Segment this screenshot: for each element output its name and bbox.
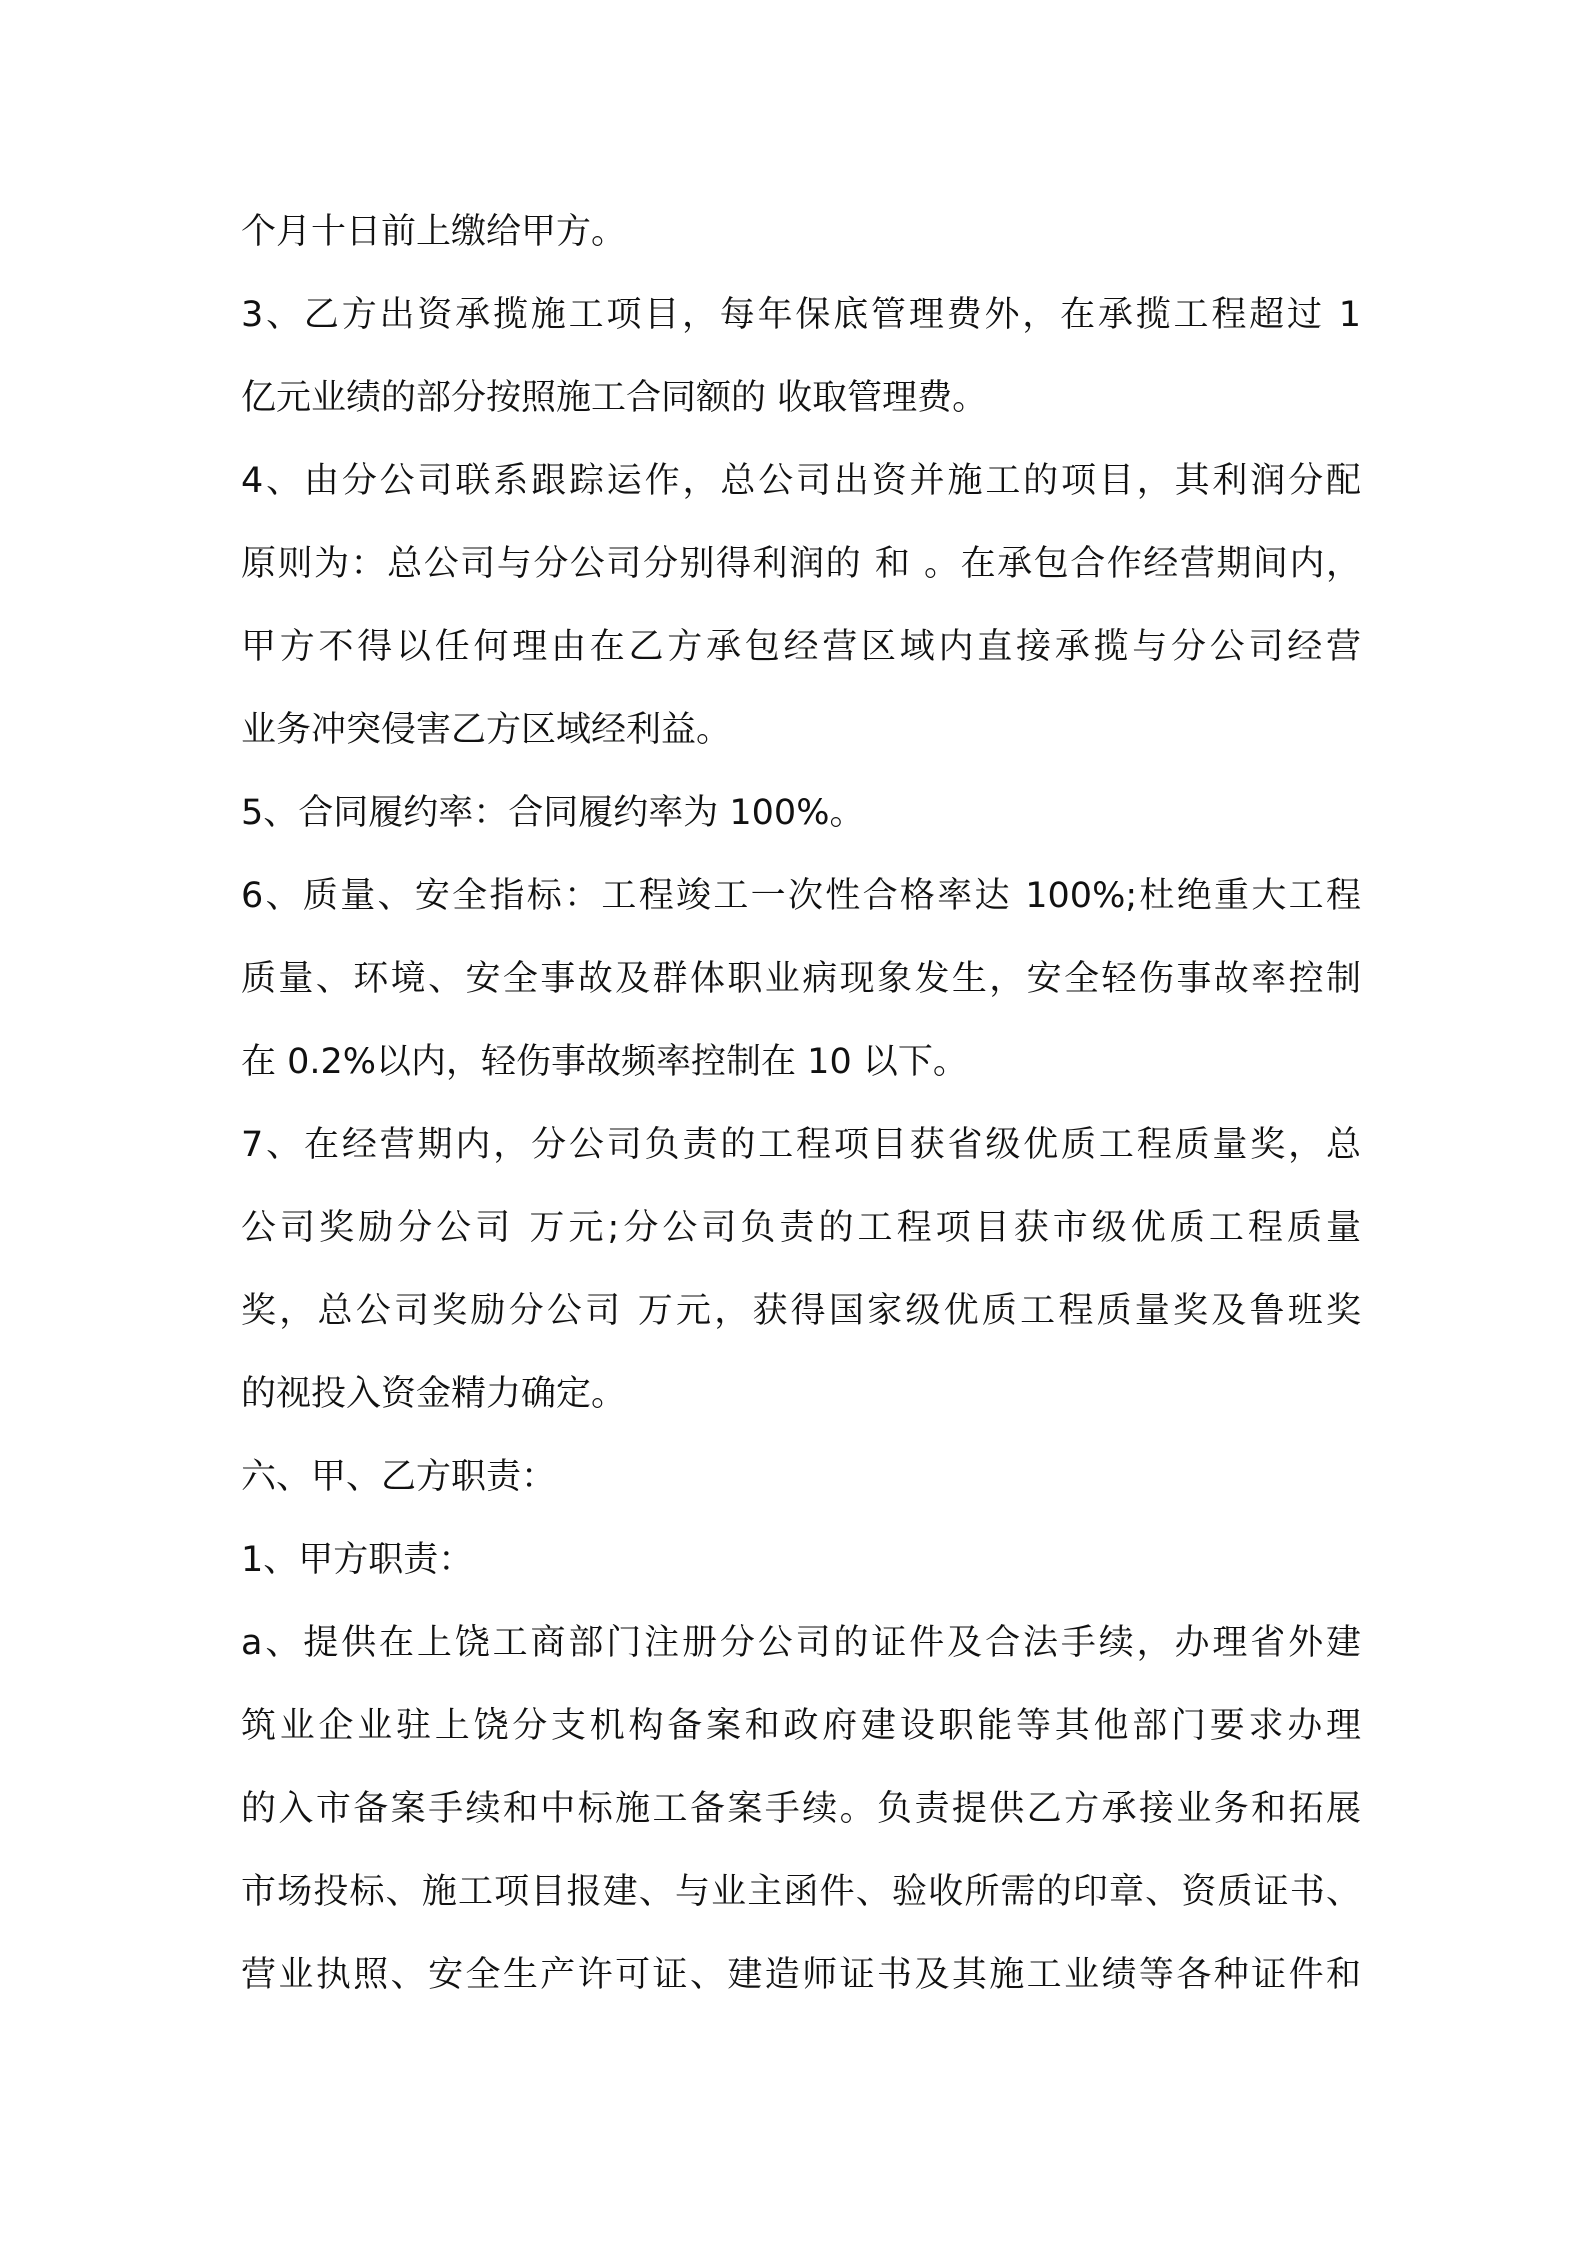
text-line: 公司奖励分公司 万元;分公司负责的工程项目获市级优质工程质量 <box>241 1208 1361 1248</box>
text-line: 甲方不得以任何理由在乙方承包经营区域内直接承揽与分公司经营 <box>241 627 1361 667</box>
subsection-heading: 1、甲方职责： <box>241 1540 474 1580</box>
text-line: 在 0.2%以内，轻伤事故频率控制在 10 以下。 <box>241 1042 968 1082</box>
text-line: 4、由分公司联系跟踪运作，总公司出资并施工的项目，其利润分配 <box>241 461 1361 501</box>
text-line: 质量、环境、安全事故及群体职业病现象发生，安全轻伤事故率控制 <box>241 959 1361 999</box>
text-line: 的视投入资金精力确定。 <box>241 1374 627 1414</box>
text-line: 营业执照、安全生产许可证、建造师证书及其施工业绩等各种证件和 <box>241 1955 1361 1995</box>
text-line: 奖，总公司奖励分公司 万元，获得国家级优质工程质量奖及鲁班奖 <box>241 1291 1361 1331</box>
text-line: 3、乙方出资承揽施工项目，每年保底管理费外，在承揽工程超过 1 <box>241 295 1361 335</box>
text-line: a、提供在上饶工商部门注册分公司的证件及合法手续，办理省外建 <box>241 1623 1361 1663</box>
text-line: 筑业企业驻上饶分支机构备案和政府建设职能等其他部门要求办理 <box>241 1706 1361 1746</box>
section-heading: 六、甲、乙方职责： <box>241 1457 557 1497</box>
text-line: 亿元业绩的部分按照施工合同额的 收取管理费。 <box>241 378 988 418</box>
text-line: 个月十日前上缴给甲方。 <box>241 212 627 252</box>
text-line: 6、质量、安全指标：工程竣工一次性合格率达 100%;杜绝重大工程 <box>241 876 1361 916</box>
text-line: 原则为：总公司与分公司分别得利润的 和 。在承包合作经营期间内， <box>241 544 1361 584</box>
text-line: 7、在经营期内，分公司负责的工程项目获省级优质工程质量奖，总 <box>241 1125 1361 1165</box>
document-body <box>241 191 1361 2017</box>
text-line: 的入市备案手续和中标施工备案手续。负责提供乙方承接业务和拓展 <box>241 1789 1361 1829</box>
text-line: 市场投标、施工项目报建、与业主函件、验收所需的印章、资质证书、 <box>241 1872 1361 1912</box>
text-line: 业务冲突侵害乙方区域经利益。 <box>241 710 732 750</box>
text-line: 5、合同履约率：合同履约率为 100%。 <box>241 793 865 833</box>
